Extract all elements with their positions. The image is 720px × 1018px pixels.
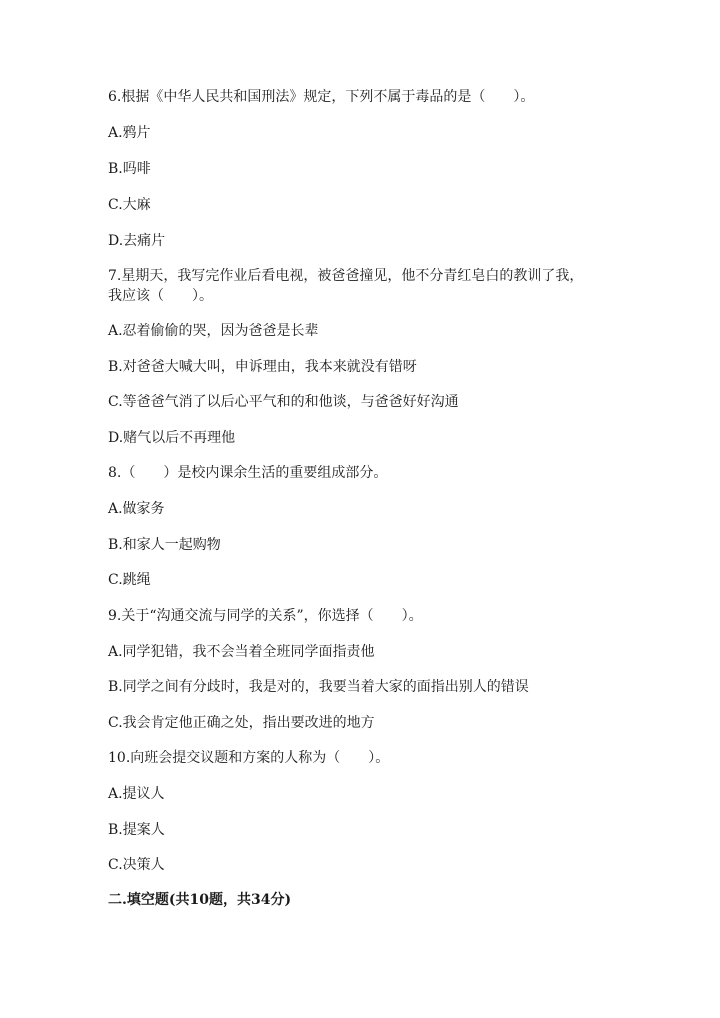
- question-10-stem: 10.向班会提交议题和方案的人称为（ ）。: [108, 750, 390, 766]
- question-10-option-a: A.提议人: [108, 786, 165, 802]
- question-6-stem: 6.根据《中华人民共和国刑法》规定，下列不属于毒品的是（ ）。: [108, 89, 535, 105]
- question-6-option-b: B.吗啡: [108, 161, 151, 177]
- question-10-option-b: B.提案人: [108, 822, 165, 838]
- question-9-option-b: B.同学之间有分歧时，我是对的，我要当着大家的面指出别人的错误: [108, 679, 529, 695]
- question-7-option-c: C.等爸爸气消了以后心平气和的和他谈，与爸爸好好沟通: [108, 394, 459, 410]
- question-7-option-a: A.忍着偷偷的哭，因为爸爸是长辈: [108, 323, 319, 339]
- question-8-option-c: C.跳绳: [108, 572, 151, 588]
- question-6-option-d: D.去痛片: [108, 233, 166, 249]
- question-7-stem-line2: 我应该（ ）。: [108, 288, 213, 304]
- question-7-option-b: B.对爸爸大喊大叫，申诉理由，我本来就没有错呀: [108, 359, 417, 375]
- question-9-stem: 9.关于“沟通交流与同学的关系”，你选择（ ）。: [108, 608, 423, 624]
- section-heading: 二.填空题(共10题，共34分): [108, 892, 292, 908]
- question-7-stem-line1: 7.星期天，我写完作业后看电视，被爸爸撞见，他不分青红皂白的教训了我，: [108, 268, 584, 284]
- question-8-option-a: A.做家务: [108, 501, 165, 517]
- question-6-option-c: C.大麻: [108, 197, 151, 213]
- question-10-option-c: C.决策人: [108, 857, 165, 873]
- question-7-option-d: D.赌气以后不再理他: [108, 430, 236, 446]
- question-8-stem: 8.（ ）是校内课余生活的重要组成部分。: [108, 465, 388, 481]
- question-9-option-a: A.同学犯错，我不会当着全班同学面指责他: [108, 644, 375, 660]
- question-8-option-b: B.和家人一起购物: [108, 537, 221, 553]
- question-9-option-c: C.我会肯定他正确之处，指出要改进的地方: [108, 715, 375, 731]
- question-6-option-a: A.鸦片: [108, 125, 151, 141]
